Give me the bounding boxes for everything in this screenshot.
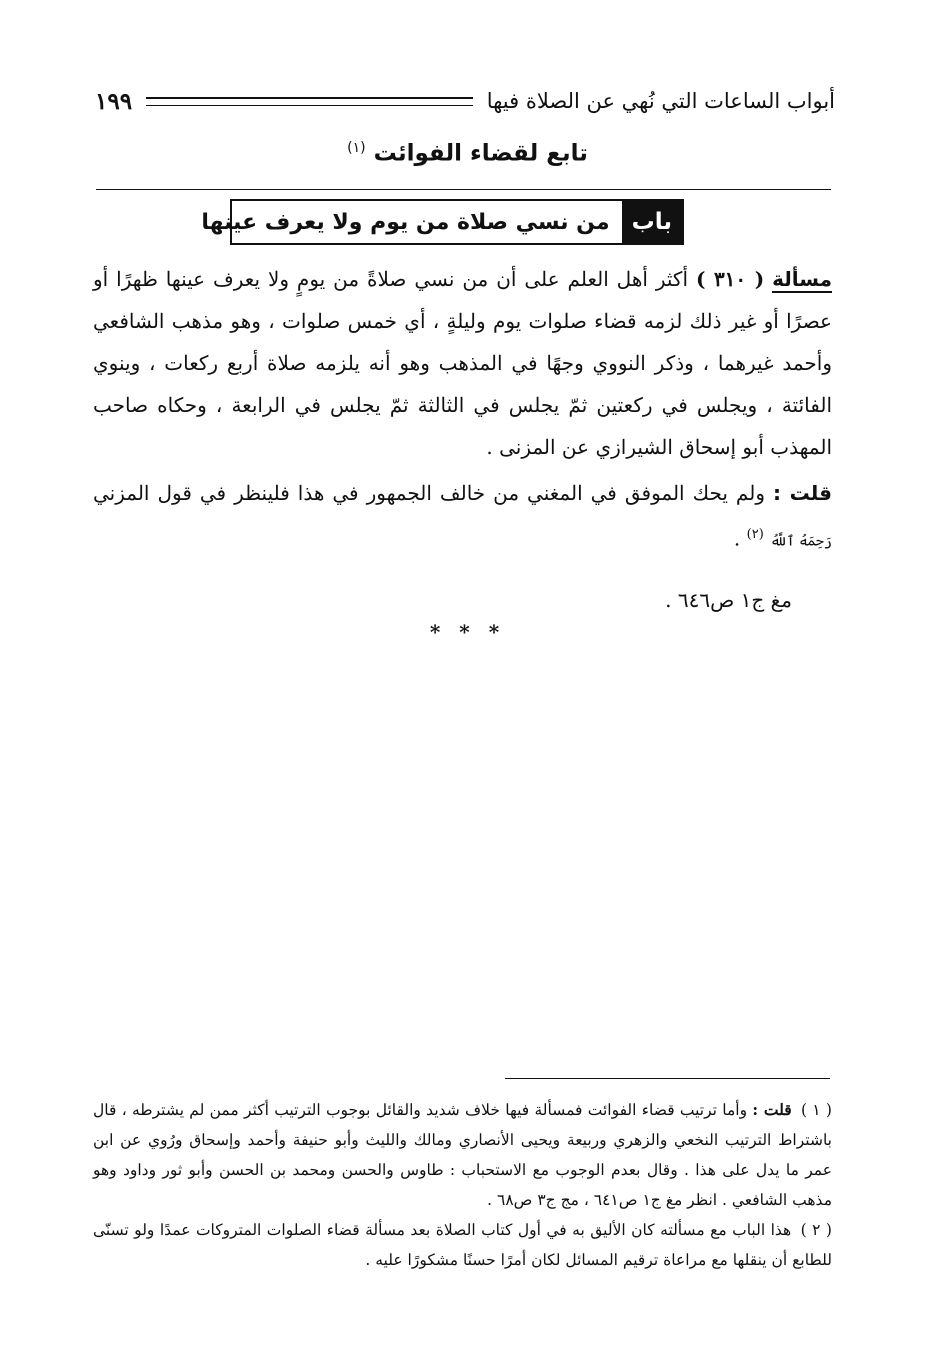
- footnotes: [93, 1095, 832, 1275]
- section-separator: * * *: [429, 620, 506, 644]
- source-reference: مغ ج١ ص٦٤٦ .: [665, 587, 792, 612]
- page-number: ١٩٩: [95, 87, 133, 115]
- masala-text: أكثر أهل العلم على أن من نسي صلاةً من يومٍ ولا يعرف عينها ظهرًا أو عصرًا أو غير ذلك لزمه قضاء صلوات يوم وليلةٍ ، أي خمس صلوات ، وهو مذهب الشافعي وأحمد غيرهما ، وذكر النووي وجهًا في المذهب وهو أنه يلزمه صلاة أربع ركعات ، وينوي الفائتة ، ويجلس في ركعتين ثمّ يجلس في الثالثة ثمّ يجلس في الرابعة ، وحكاه صاحب المهذب أبو إسحاق الشيرازي عن المزنى .: [93, 267, 832, 459]
- header-rule: [146, 97, 473, 106]
- masala-label: مسألة: [772, 267, 832, 291]
- continuation-heading-text: تابع لقضاء الفوائت: [373, 140, 588, 167]
- honorific-glyph: رَحِمَهُ ٱللَّهُ: [770, 533, 832, 550]
- heading-divider: [96, 189, 831, 190]
- comment-text: ولم يحك الموفق في المغني من خالف الجمهور في هذا فلينظر في قول المزني: [93, 481, 765, 505]
- footnote-1-label: قلت :: [752, 1100, 792, 1119]
- footnote-1-number: ( ١ ): [800, 1101, 832, 1119]
- masala-paragraph: [93, 258, 832, 468]
- masala-number: ( ٣١٠ ): [695, 267, 765, 291]
- comment-label: قلت :: [772, 481, 833, 505]
- footnote-rule: [505, 1078, 830, 1079]
- chapter-label: باب: [622, 201, 682, 243]
- chapter-title: من نسي صلاة من يوم ولا يعرف عينها: [201, 209, 610, 235]
- footnote-2-number: ( ٢ ): [800, 1221, 832, 1239]
- comment-paragraph: [93, 472, 832, 563]
- comment-footnote-ref: (٢): [746, 527, 764, 542]
- footnote-2-text: هذا الباب مع مسألته كان الأليق به في أول كتاب الصلاة بعد مسألة قضاء الصلوات المتروكات عمدًا ولو تسنّى للطابع أن ينقلها مع مراعاة ترقيم المسائل لكان أمرًا حسنًا مشكورًا عليه .: [93, 1221, 832, 1269]
- continuation-heading: [0, 140, 935, 167]
- footnote-1: [93, 1095, 832, 1215]
- comment-end: .: [733, 526, 741, 551]
- running-header: [95, 84, 835, 118]
- continuation-footnote-ref: (١): [347, 140, 366, 156]
- header-title: أبواب الساعات التي نُهي عن الصلاة فيها: [486, 89, 835, 113]
- footnote-1-text: وأما ترتيب قضاء الفوائت فمسألة فيها خلاف شديد والقائل بوجوب الترتيب أكثر ممن لم يشترطه ، قال باشتراط الترتيب النخعي والزهري وربيعة ويحيى الأنصاري ومالك والليث وأبو حنيفة وأحمد وإسحاق ورُوي عن ابن عمر ما يدل على هذا . وقال بعدم الوجوب مع الاستحباب : طاوس والحسن ومحمد بن الحسن وأبو ثور وداود وهو مذهب الشافعي . انظر مغ ج١ ص٦٤١ ، مج ج٣ ص٦٨ .: [93, 1101, 832, 1209]
- footnote-2: [93, 1215, 832, 1275]
- main-text: [93, 258, 832, 621]
- chapter-box: [201, 199, 684, 245]
